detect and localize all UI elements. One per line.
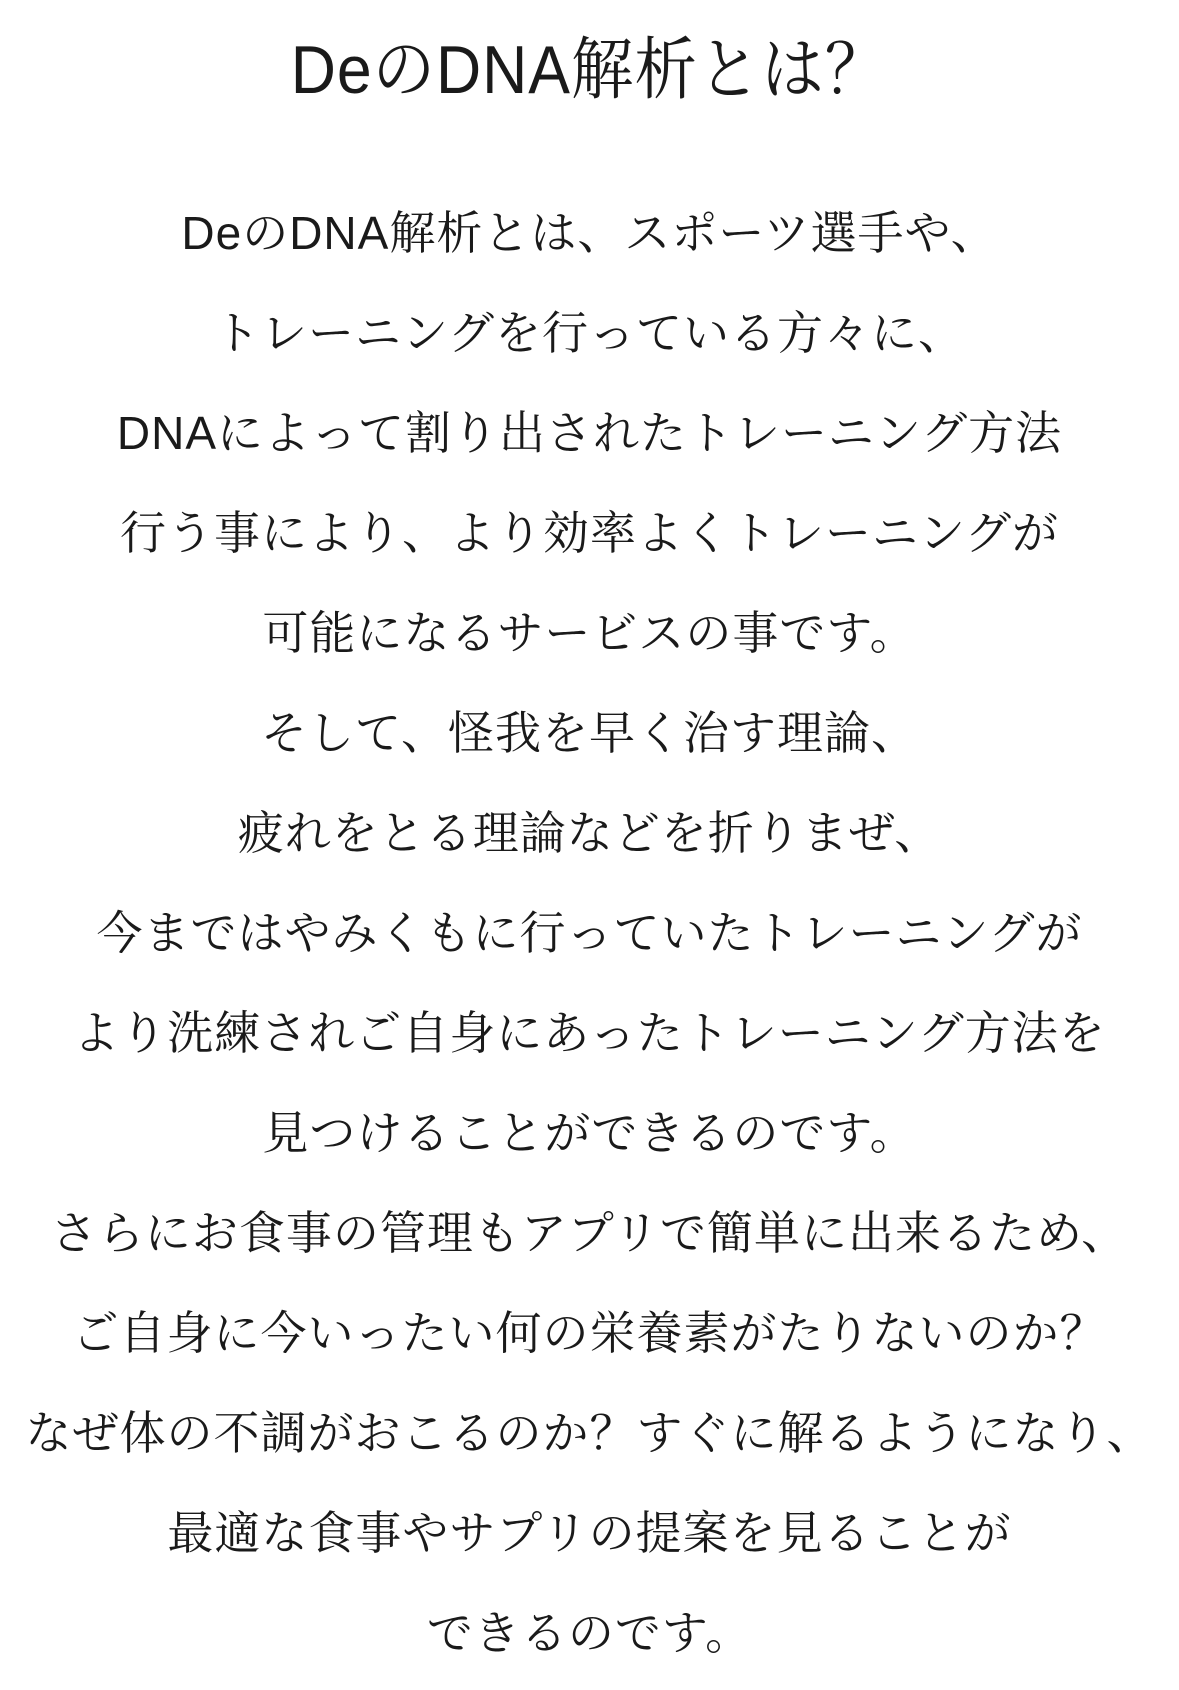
body-line: なぜ体の不調がおこるのか？すぐに解るようになり、 [25,1407,1154,1459]
body-line: さらにお食事の管理もアプリで簡単に出来るため、 [50,1207,1129,1259]
body-line: できるのです。 [426,1607,753,1659]
body-line: 今まではやみくもに行っていたトレーニングが [96,907,1083,959]
body-line: DeのDNA解析とは、スポーツ選手や、 [181,207,998,259]
body-line: 見つけることができるのです。 [262,1107,917,1159]
body-line: 行う事により、より効率よくトレーニングが [119,507,1060,559]
page-title: DeのDNA解析とは？ [290,32,889,108]
body-line: 最適な食事やサプリの提案を見ることが [167,1507,1012,1559]
body-line: 疲れをとる理論などを折りまぜ、 [237,807,942,859]
body-line: より洗練されご自身にあったトレーニング方法を [73,1007,1106,1059]
body-line: ご自身に今いったい何の栄養素がたりないのか？ [72,1307,1107,1359]
body-line: そして、怪我を早く治す理論、 [260,707,919,759]
body-text [0,180,1179,1680]
body-line: DNAによって割り出されたトレーニング方法 [116,407,1063,459]
body-line: トレーニングを行っている方々に、 [213,307,966,359]
body-line: 可能になるサービスの事です。 [262,607,917,659]
